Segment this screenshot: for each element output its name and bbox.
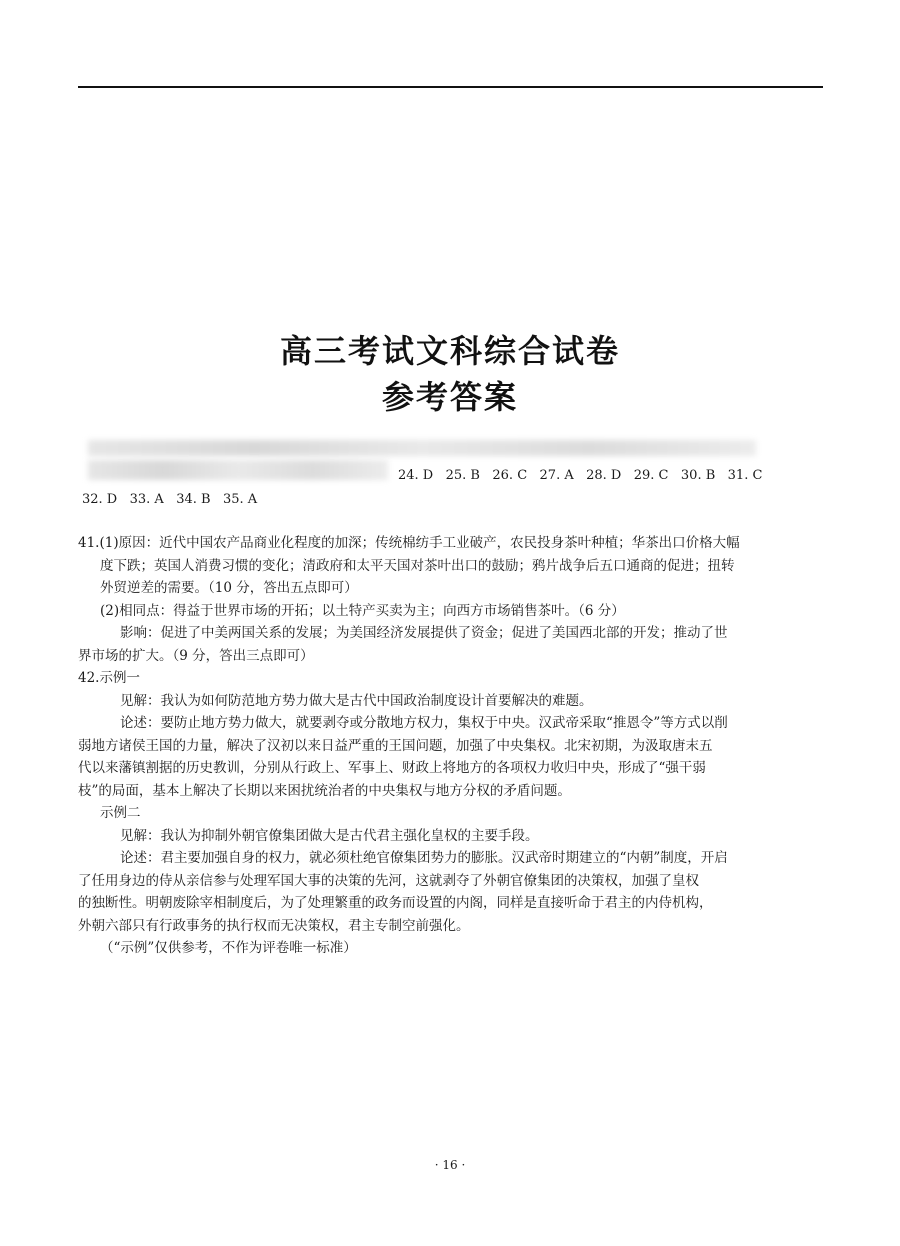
q41-part1-line1: 41.(1)原因：近代中国农产品商业化程度的加深；传统棉纺手工业破产，农民投身茶叶种植；华茶出口价格大幅: [78, 535, 740, 551]
q42-heading: 42.示例一: [78, 670, 140, 686]
q41-part1-line2: 度下跌；英国人消费习惯的变化；清政府和太平天国对茶叶出口的鼓励；鸦片战争后五口通商的促进；扭转: [100, 557, 735, 574]
example2-heading: 示例二: [100, 805, 141, 821]
example2-line2: 了任用身边的侍从亲信参与处理军国大事的决策的先河，这就剥夺了外朝官僚集团的决策权，加强了皇权: [78, 872, 699, 889]
example1-line4: 枝”的局面，基本上解决了长期以来困扰统治者的中央集权与地方分权的矛盾问题。: [78, 782, 571, 799]
example1-line1: 论述：要防止地方势力做大，就要剥夺或分散地方权力，集权于中央。汉武帝采取“推恩令”等方式以削: [120, 715, 728, 731]
redacted-region: [88, 440, 756, 456]
page-number: · 16 ·: [434, 1158, 466, 1172]
exam-title: 高三考试文科综合试卷: [279, 332, 620, 370]
example2-line1: 论述：君主要加强自身的权力，就必须杜绝官僚集团势力的膨胀。汉武帝时期建立的“内朝”制度，开启: [120, 850, 728, 866]
example2-line3: 的独断性。明朝废除宰相制度后，为了处理繁重的政务而设置的内阁，同样是直接听命于君主的内侍机构，: [78, 895, 713, 911]
example1-view: 见解：我认为如何防范地方势力做大是古代中国政治制度设计首要解决的难题。: [120, 692, 593, 709]
q41-part1-line3: 外贸逆差的需要。（10 分，答出五点即可）: [100, 580, 358, 596]
answer-key-row-1: 24. D 25. B 26. C 27. A 28. D 29. C 30. B 31. C: [398, 468, 763, 483]
example1-line3: 代以来藩镇割据的历史教训，分别从行政上、军事上、财政上将地方的各项权力收归中央，形成了“强干弱: [78, 760, 706, 776]
header-rule: [78, 86, 823, 88]
example2-line4: 外朝六部只有行政事务的执行权而无决策权，君主专制空前强化。: [78, 917, 470, 934]
answer-key-row-2: 32. D 33. A 34. B 35. A: [82, 492, 258, 507]
grading-note: （“示例”仅供参考，不作为评卷唯一标准）: [100, 940, 357, 956]
q41-part3-line2: 界市场的扩大。（9 分，答出三点即可）: [78, 647, 314, 664]
q41-part2-line1: (2)相同点：得益于世界市场的开拓；以土特产买卖为主；向西方市场销售茶叶。（6 分）: [100, 602, 625, 619]
redacted-region-lower: [88, 460, 388, 480]
exam-subtitle: 参考答案: [381, 378, 518, 416]
q41-part3-line1: 影响：促进了中美两国关系的发展；为美国经济发展提供了资金；促进了美国西北部的开发；推动了世: [120, 625, 728, 641]
example1-line2: 弱地方诸侯王国的力量，解决了汉初以来日益严重的王国问题，加强了中央集权。北宋初期，为汲取唐末五: [78, 737, 713, 754]
question-42-answer: [78, 667, 756, 960]
question-41-answer: [78, 532, 756, 667]
example2-view: 见解：我认为抑制外朝官僚集团做大是古代君主强化皇权的主要手段。: [120, 827, 539, 844]
